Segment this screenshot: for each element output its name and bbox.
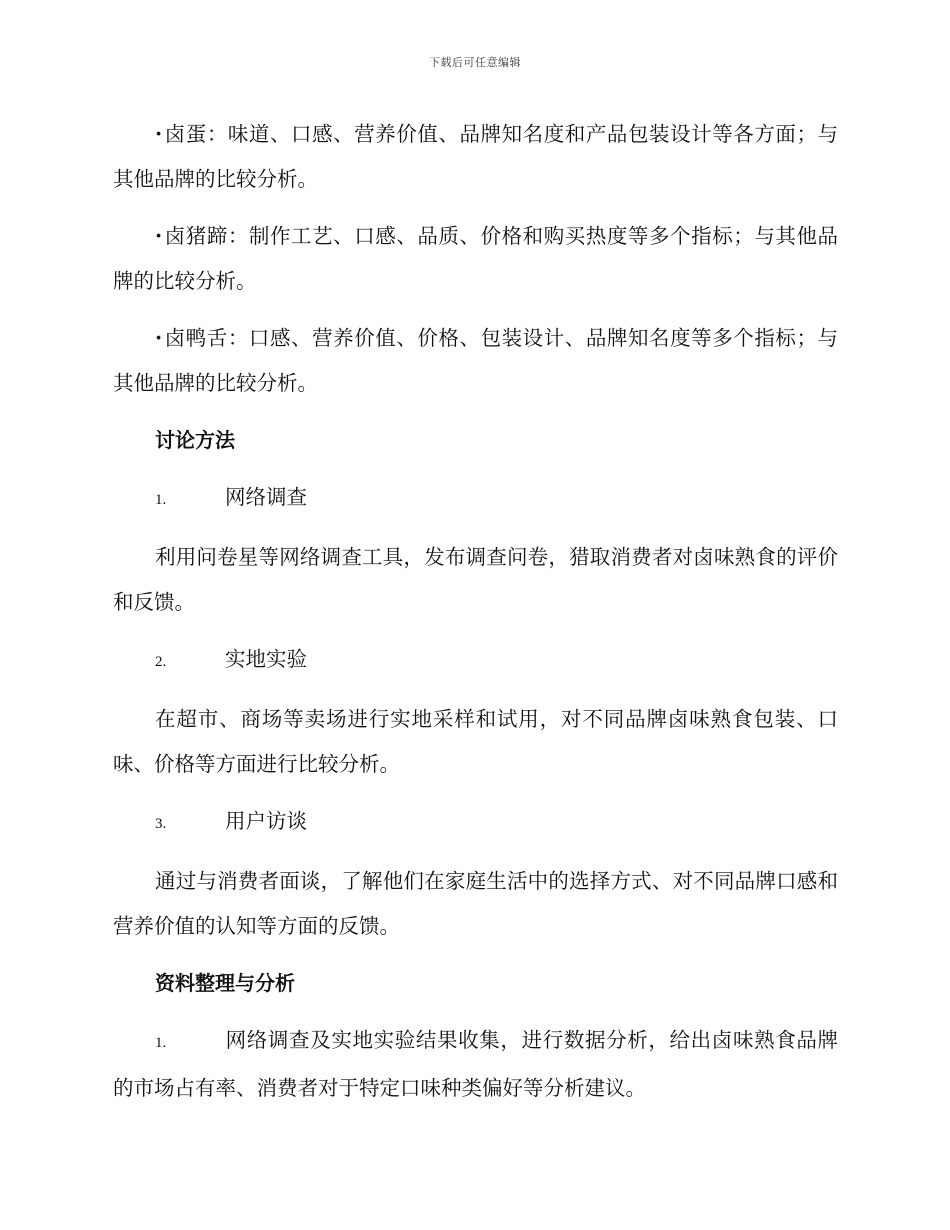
- item-number: 3.: [155, 816, 167, 832]
- bullet-item: [113, 316, 838, 406]
- section-heading-methods: 讨论方法: [155, 428, 235, 452]
- item-description: 在超市、商场等卖场进行实地采样和试用，对不同品牌卤味熟食包装、口味、价格等方面进行比较分析。: [113, 707, 838, 776]
- bullet-item: [113, 214, 838, 304]
- document-body: [113, 112, 838, 1123]
- item-text: 网络调查及实地实验结果收集，进行数据分析，给出卤味熟食品牌的市场占有率、消费者对于特定口味种类偏好等分析建议。: [113, 1028, 838, 1100]
- item-label: 用户访谈: [225, 809, 307, 833]
- bullet-text: 卤猪蹄：制作工艺、口感、品质、价格和购买热度等多个指标；与其他品牌的比较分析。: [113, 224, 838, 293]
- bullet-text: 卤鸭舌：口感、营养价值、价格、包装设计、品牌知名度等多个指标；与其他品牌的比较分析。: [113, 326, 838, 395]
- numbered-paragraph: [113, 1018, 838, 1111]
- section-heading-analysis: 资料整理与分析: [155, 971, 295, 995]
- bullet-marker: ·: [155, 224, 163, 248]
- numbered-item: [113, 637, 838, 685]
- bullet-marker: ·: [155, 326, 163, 350]
- item-number: 1.: [155, 492, 167, 508]
- bullet-marker: ·: [155, 122, 163, 146]
- numbered-item: [113, 475, 838, 523]
- item-number: 1.: [155, 1035, 167, 1051]
- numbered-item: [113, 799, 838, 847]
- item-description: 通过与消费者面谈，了解他们在家庭生活中的选择方式、对不同品牌口感和营养价值的认知等方面的反馈。: [113, 869, 838, 938]
- page-header: 下载后可任意编辑: [429, 56, 521, 69]
- item-label: 网络调查: [225, 485, 307, 509]
- item-description: 利用问卷星等网络调查工具，发布调查问卷，猎取消费者对卤味熟食的评价和反馈。: [113, 545, 838, 614]
- bullet-item: [113, 112, 838, 202]
- item-label: 实地实验: [225, 647, 307, 671]
- item-number: 2.: [155, 654, 167, 670]
- bullet-text: 卤蛋：味道、口感、营养价值、品牌知名度和产品包装设计等各方面；与其他品牌的比较分析。: [113, 122, 838, 191]
